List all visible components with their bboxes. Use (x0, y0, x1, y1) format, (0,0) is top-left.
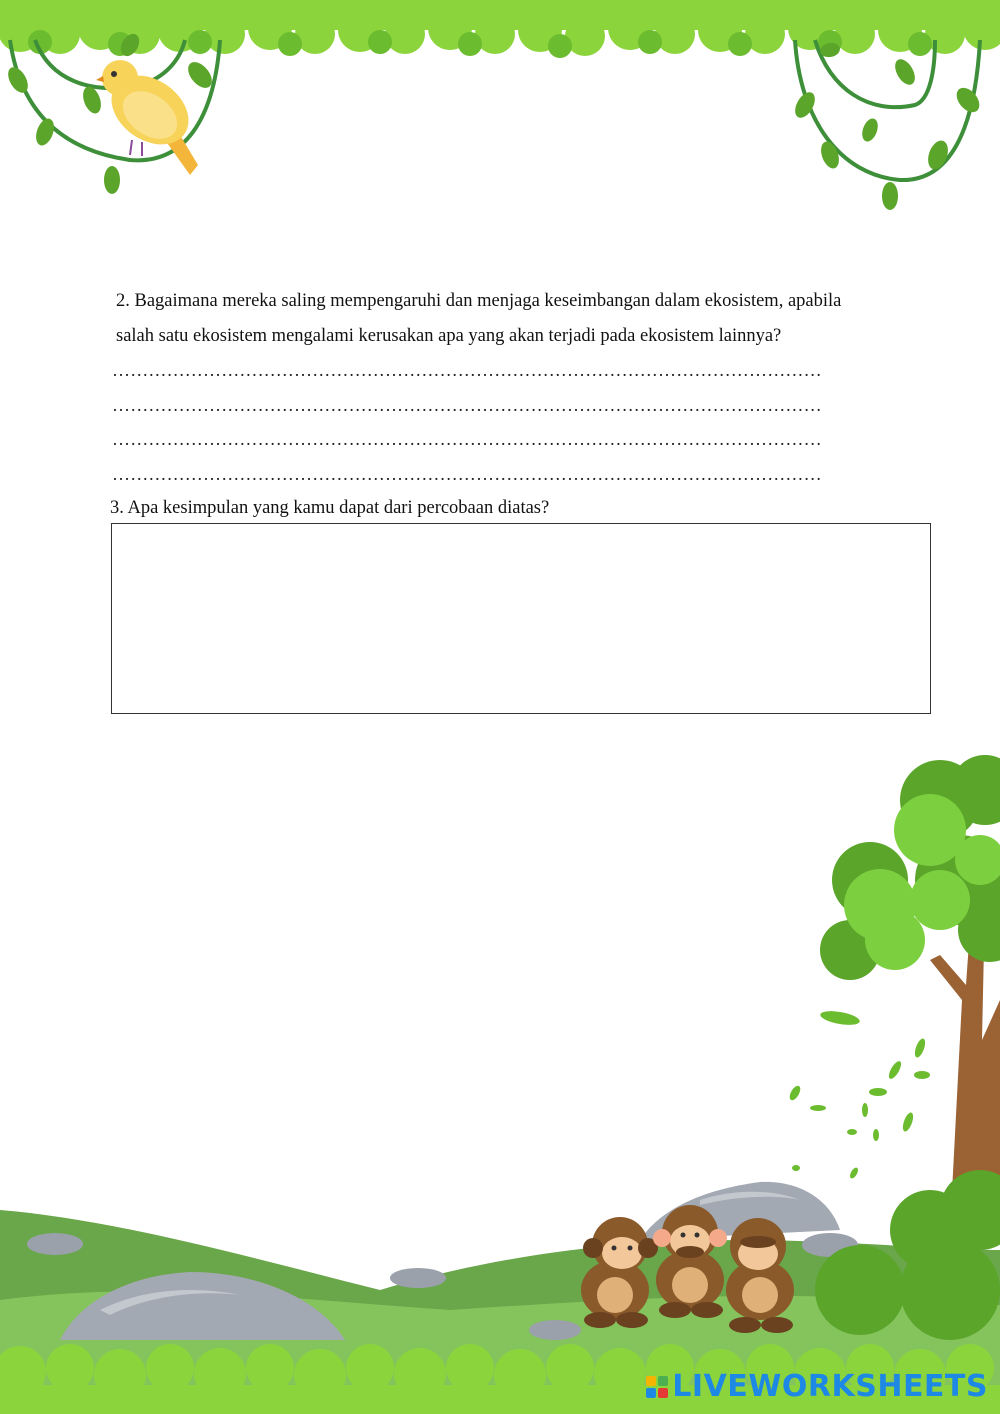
top-leaf-canopy (0, 0, 1000, 58)
question-2 (116, 284, 916, 354)
three-monkeys (581, 1205, 794, 1333)
falling-leaves (788, 1009, 930, 1180)
logo-grid-icon (646, 1376, 668, 1398)
answer-line-1[interactable]: ……………………………………………………………………………………………………… (112, 360, 822, 380)
liveworksheets-logo (646, 1369, 988, 1404)
question-2-line-1: 2. Bagaimana mereka saling mempengaruhi dan menjaga keseimbangan dalam ekosistem, apabila (116, 291, 842, 311)
question-3: 3. Apa kesimpulan yang kamu dapat dari percobaan diatas? (110, 498, 550, 518)
question-2-line-2: salah satu ekosistem mengalami kerusakan apa yang akan terjadi pada ekosistem lainnya? (116, 326, 782, 346)
answer-line-4[interactable]: ……………………………………………………………………………………………………… (112, 464, 822, 484)
right-vines (795, 40, 980, 180)
tree (820, 755, 1000, 1240)
answer-line-3[interactable]: ……………………………………………………………………………………………………… (112, 429, 822, 449)
question-3-answer-box[interactable] (111, 523, 931, 714)
answer-line-2[interactable]: ……………………………………………………………………………………………………… (112, 395, 822, 415)
brand-text: LIVEWORKSHEETS (672, 1369, 988, 1404)
